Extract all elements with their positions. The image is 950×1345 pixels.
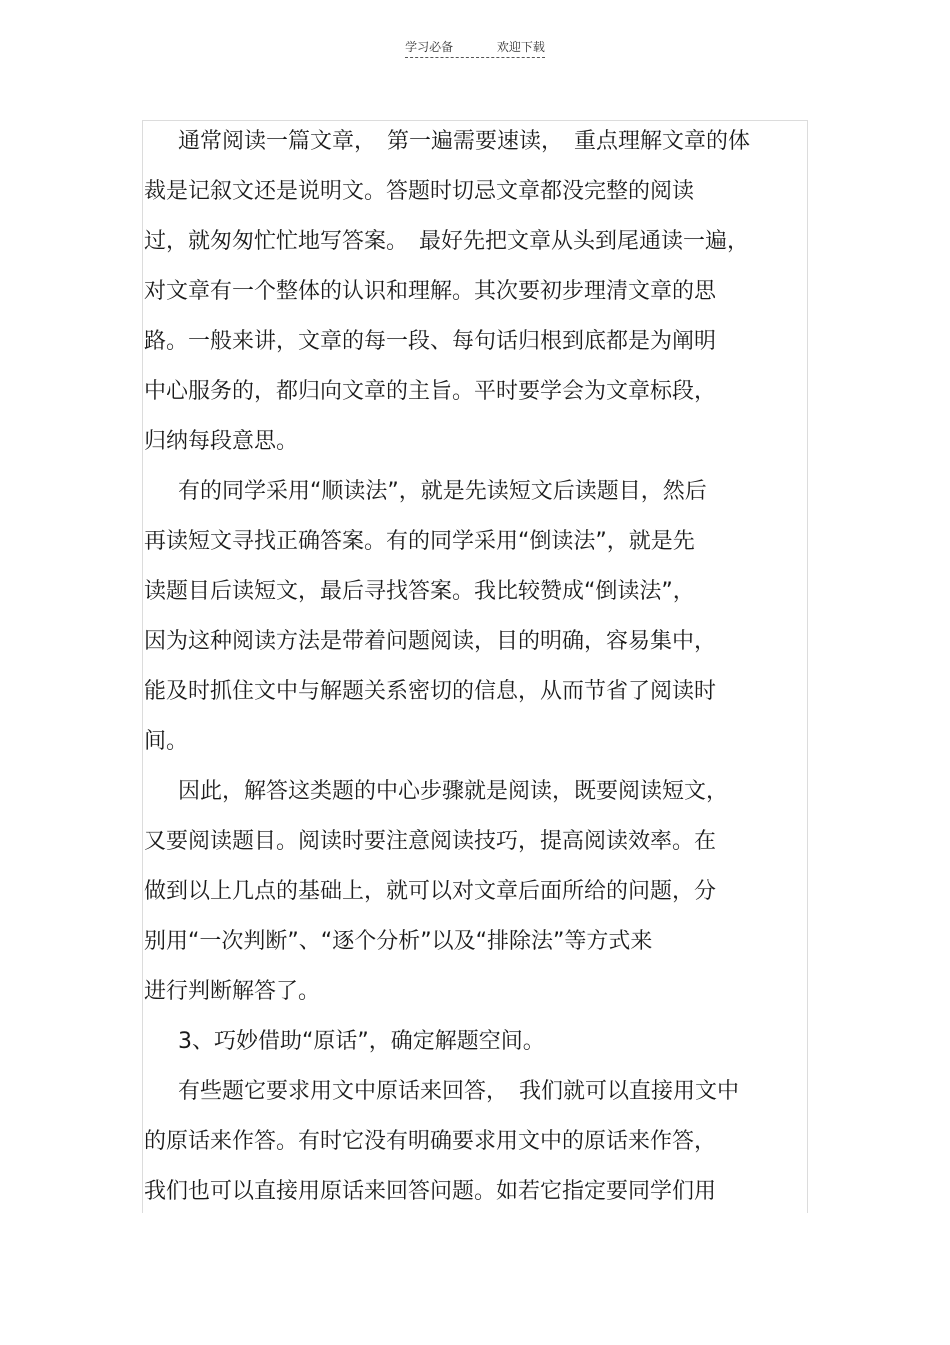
text-line: 因为这种阅读方法是带着问题阅读，目的明确，容易集中， (144, 629, 717, 654)
text-line: 路。一般来讲，文章的每一段、每句话归根到底都是为阐明 (144, 329, 717, 354)
text-line: 做到以上几点的基础上，就可以对文章后面所给的问题，分 (144, 879, 717, 904)
page-header (0, 38, 950, 58)
text-line: 有些题它要求用文中原话来回答， 我们就可以直接用文中 (178, 1079, 740, 1104)
text-line: 别用“一次判断”、“逐个分析”以及“排除法”等方式来 (144, 929, 653, 954)
text-line: 有的同学采用“顺读法”，就是先读短文后读题目，然后 (178, 479, 707, 504)
text-line: 中心服务的，都归向文章的主旨。平时要学会为文章标段， (144, 379, 717, 404)
header-rule (405, 38, 545, 58)
text-line: 归纳每段意思。 (144, 429, 299, 454)
text-line: 的原话来作答。有时它没有明确要求用文中的原话来作答， (144, 1129, 717, 1154)
text-line: 3、巧妙借助“原话”，确定解题空间。 (178, 1029, 545, 1054)
text-line: 读题目后读短文，最后寻找答案。我比较赞成“倒读法”， (144, 579, 695, 604)
text-line: 我们也可以直接用原话来回答问题。如若它指定要同学们用 (144, 1179, 717, 1204)
text-line: 通常阅读一篇文章， 第一遍需要速读， 重点理解文章的体 (178, 129, 751, 154)
text-line: 能及时抓住文中与解题关系密切的信息，从而节省了阅读时 (144, 679, 717, 704)
text-line: 进行判断解答了。 (144, 979, 321, 1004)
header-right-text: 欢迎下载 (496, 40, 545, 54)
document-body (144, 117, 794, 1217)
text-line: 因此，解答这类题的中心步骤就是阅读，既要阅读短文， (178, 779, 729, 804)
text-line: 间。 (144, 729, 189, 754)
text-line: 又要阅读题目。阅读时要注意阅读技巧，提高阅读效率。在 (144, 829, 717, 854)
text-line: 过，就匆匆忙忙地写答案。 最好先把文章从头到尾通读一遍， (144, 229, 750, 254)
text-line: 再读短文寻找正确答案。有的同学采用“倒读法”，就是先 (144, 529, 695, 554)
header-left-text: 学习必备 (405, 40, 454, 54)
text-line: 对文章有一个整体的认识和理解。其次要初步理清文章的思 (144, 279, 717, 304)
text-line: 裁是记叙文还是说明文。答题时切忌文章都没完整的阅读 (144, 179, 695, 204)
